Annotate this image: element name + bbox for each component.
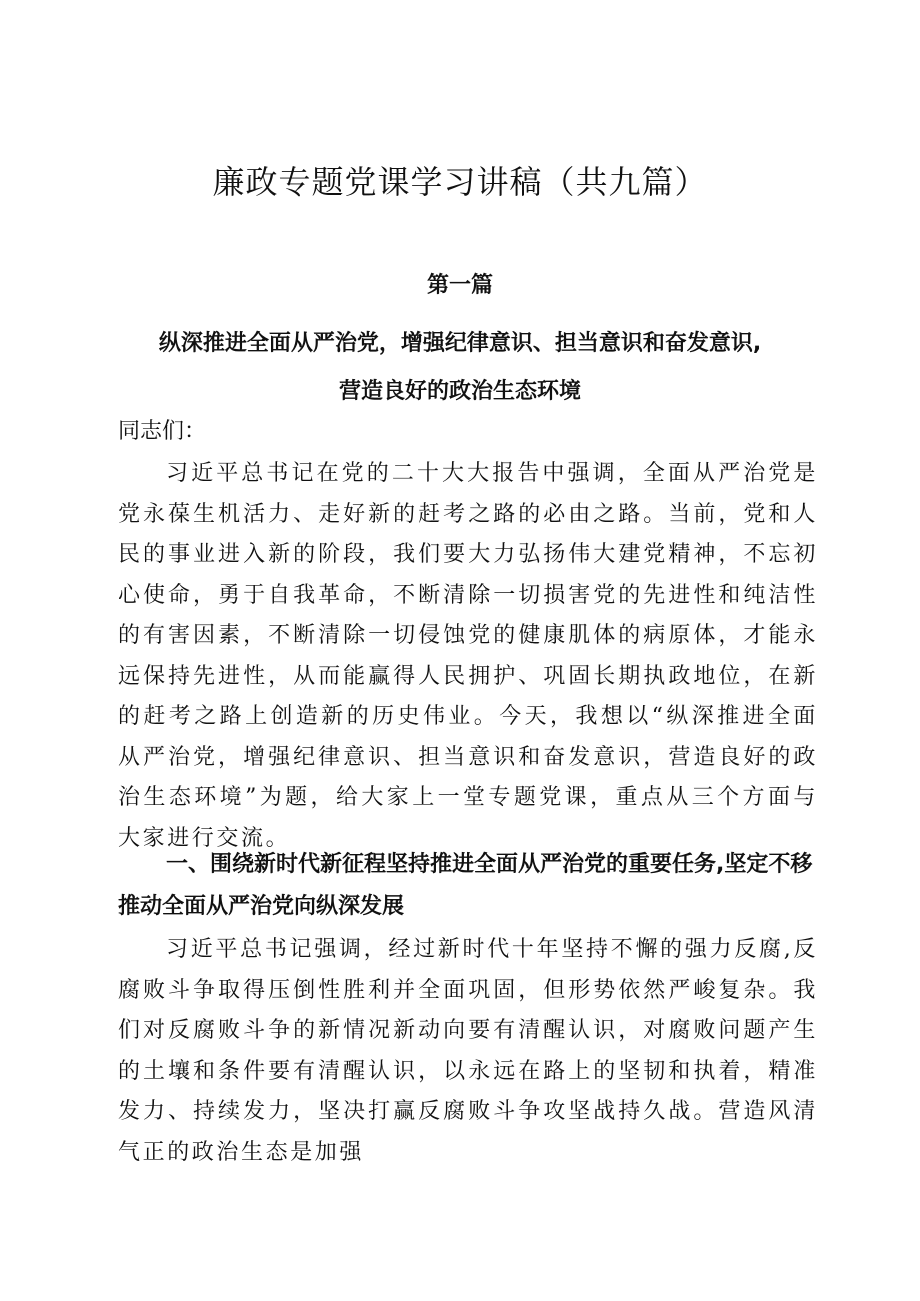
chapter-label: 第一篇 xyxy=(426,273,493,298)
body-paragraph-1: 习近平总书记在党的二十大大报告中强调，全面从严治党是党永葆生机活力、走好新的赶考之路的必由之路。当前，党和人民的事业进入新的阶段，我们要大力弘扬伟大建党精神，不忘初心使命，勇于自我革命，不断清除一切损害党的先进性和纯洁性的有害因素，不断清除一切侵蚀党的健康肌体的病原体，才能永远保持先进性，从而能赢得人民拥护、巩固长期执政地位，在新的赶考之路上创造新的历史伟业。今天，我想以“纵深推进全面从严治党，增强纪律意识、担当意识和奋发意识，营造良好的政治生态环境”为题，给大家上一堂专题党课，重点从三个方面与大家进行交流。 xyxy=(118,461,818,851)
document-title: 廉政专题党课学习讲稿（共九篇） xyxy=(212,163,708,201)
chapter-title xyxy=(100,320,820,416)
salutation: 同志们： xyxy=(118,419,207,444)
chapter-title-line-1: 纵深推进全面从严治党，增强纪律意识、担当意识和奋发意识, xyxy=(158,331,762,356)
body-paragraph-2: 习近平总书记强调，经过新时代十年坚持不懈的强力反腐,反腐败斗争取得压倒性胜利并全面巩固，但形势依然严峻复杂。我们对反腐败斗争的新情况新动向要有清醒认识，对腐败问题产生的土壤和条件要有清醒认识，以永远在路上的坚韧和执着，精准发力、持续发力，坚决打赢反腐败斗争攻坚战持久战。营造风清气正的政治生态是加强 xyxy=(118,937,818,1165)
section-heading-1: 一、围绕新时代新征程坚持推进全面从严治党的重要任务,坚定不移推动全面从严治党向纵深发展 xyxy=(118,852,813,919)
chapter-title-line-2: 营造良好的政治生态环境 xyxy=(338,379,581,404)
